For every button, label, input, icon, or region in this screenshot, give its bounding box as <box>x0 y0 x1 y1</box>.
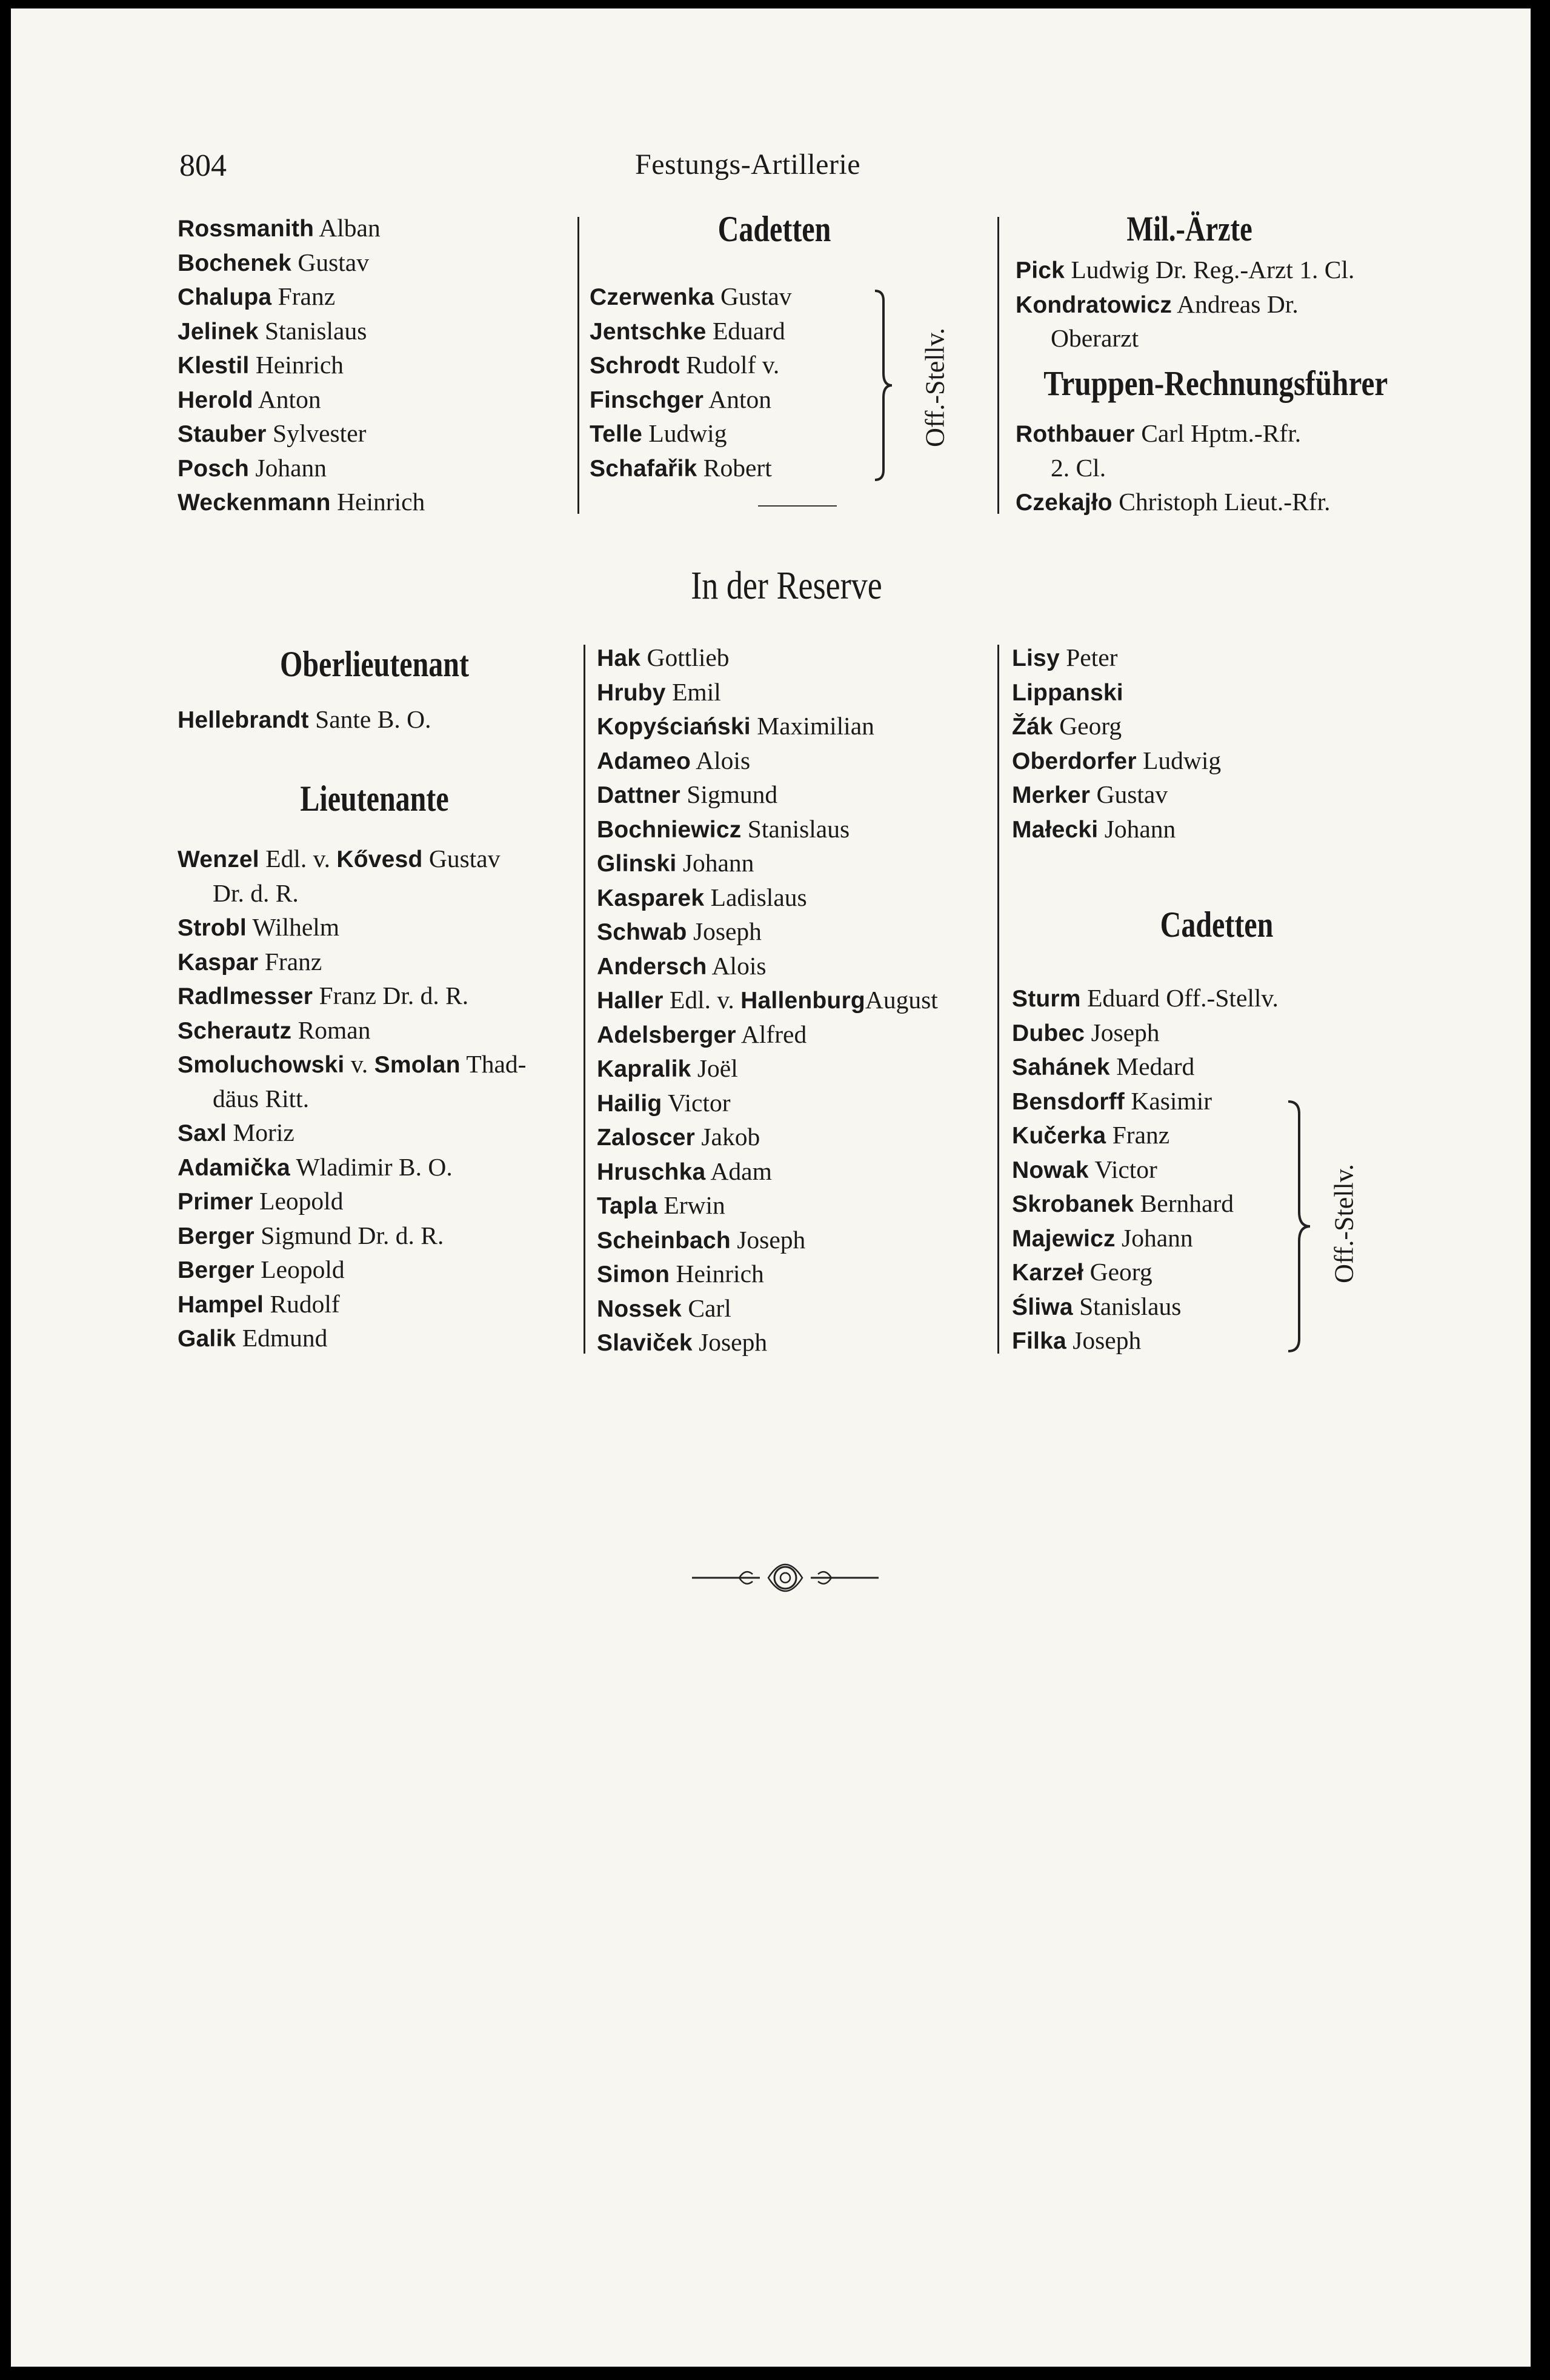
lieutenante-list <box>178 842 526 1355</box>
list-item <box>178 876 526 911</box>
right-brace-icon <box>1283 1099 1317 1354</box>
list-item <box>597 1017 938 1052</box>
list-item <box>178 1082 526 1116</box>
list-item <box>1012 1323 1279 1358</box>
given-name: Heinrich <box>255 351 344 379</box>
given-name: Victor <box>668 1088 731 1117</box>
surname: Czekajło <box>1016 490 1113 516</box>
surname: Adelsberger <box>597 1022 736 1048</box>
surname: Slaviček <box>597 1330 693 1356</box>
surname: Jelinek <box>178 318 259 345</box>
surname: Klestil <box>178 353 250 379</box>
surname: Schrodt <box>590 353 680 379</box>
top-left-list <box>178 211 425 519</box>
given-name: Franz <box>264 947 322 976</box>
surname: Radlmesser <box>178 983 313 1009</box>
list-item <box>597 743 938 778</box>
reserve-heading: In der Reserve <box>691 563 882 608</box>
given-name: Leopold <box>259 1187 344 1215</box>
surname: Hailig <box>597 1090 662 1117</box>
list-item <box>597 1223 938 1257</box>
surname: Czerwenka <box>590 284 714 310</box>
list-item <box>1016 451 1330 485</box>
list-item <box>178 1115 526 1150</box>
given-name: Rudolf <box>270 1289 340 1318</box>
given-name: Leopold <box>261 1255 345 1283</box>
surname: Simon <box>597 1261 670 1288</box>
surname: Pick <box>1016 258 1065 284</box>
surname: Jentschke <box>590 318 707 345</box>
list-item <box>597 1325 938 1360</box>
given-name: Carl <box>688 1294 731 1322</box>
given-name: Alois <box>696 746 751 774</box>
given-name: Gustav <box>422 845 501 873</box>
given-name: Sante B. O. <box>315 705 431 733</box>
given-name: Sylvester <box>272 419 367 447</box>
surname: Berger <box>178 1223 254 1249</box>
surname: Lisy <box>1012 645 1060 671</box>
surname: Stauber <box>178 421 267 447</box>
surname: Małecki <box>1012 816 1099 843</box>
rechnungsfuehrer-heading: Truppen-Rechnungsführer <box>1043 364 1388 403</box>
list-item <box>1016 321 1354 355</box>
list-item <box>597 1154 938 1189</box>
surname: Kaspar <box>178 949 259 976</box>
surname: Saxl <box>178 1120 227 1146</box>
list-item <box>597 709 938 743</box>
rechnungsfuehrer-list <box>1016 416 1330 519</box>
surname: Dattner <box>597 782 680 808</box>
surname: Karzeł <box>1012 1260 1084 1286</box>
surname: Wenzel <box>178 846 259 873</box>
given-name: Johann <box>682 849 754 877</box>
given-name: Wilhelm <box>252 913 340 941</box>
list-item <box>597 675 938 710</box>
given-name: Roman <box>298 1015 371 1044</box>
list-item <box>1012 1186 1279 1221</box>
surname: Rothbauer <box>1016 421 1135 447</box>
surname: Schwab <box>597 919 687 945</box>
given-name: Joseph <box>1073 1326 1142 1354</box>
reserve-cadetten-heading: Cadetten <box>1160 905 1274 945</box>
given-name: Victor <box>1094 1155 1157 1183</box>
surname: Hellebrandt <box>178 707 309 733</box>
surname: Skrobanek <box>1012 1191 1134 1217</box>
list-item <box>597 846 938 880</box>
given-name: Jakob <box>701 1123 760 1151</box>
reserve-cadetten-list <box>1012 981 1279 1358</box>
surname: Adamička <box>178 1154 290 1181</box>
surname: Bochniewicz <box>597 816 742 843</box>
surname: Filka <box>1012 1328 1066 1354</box>
list-item <box>597 880 938 915</box>
given-name: Franz <box>278 282 336 310</box>
given-name: Robert <box>703 453 772 482</box>
right-brace-icon <box>871 288 898 482</box>
given-name: Medard <box>1116 1052 1195 1080</box>
given-name: Gustav <box>1096 780 1168 808</box>
list-item <box>597 777 938 812</box>
list-item <box>1012 777 1221 812</box>
list-item <box>1012 981 1279 1015</box>
list-item <box>178 245 425 280</box>
surname: Berger <box>178 1257 254 1283</box>
list-item <box>1012 1015 1279 1050</box>
list-item <box>590 348 792 382</box>
surname: Hruby <box>597 679 666 706</box>
surname: Nossek <box>597 1295 682 1322</box>
cadetten-heading: Cadetten <box>717 209 831 249</box>
surname: Nowak <box>1012 1157 1089 1183</box>
list-item <box>178 416 425 451</box>
given-name: Heinrich <box>337 488 425 516</box>
surname: Scherautz <box>178 1017 292 1044</box>
aerzte-heading: Mil.-Ärzte <box>1126 209 1252 248</box>
list-item <box>1012 1152 1279 1187</box>
surname: Telle <box>590 421 642 447</box>
list-item <box>178 211 425 245</box>
given-name: Anton <box>708 385 772 413</box>
list-item <box>597 983 938 1017</box>
surname: Herold <box>178 387 253 413</box>
surname: Hampel <box>178 1291 264 1318</box>
oberlieutenant-heading: Oberlieutenant <box>280 644 469 684</box>
surname: Adameo <box>597 748 691 774</box>
given-name: Johann <box>1104 814 1176 843</box>
given-name: Moriz <box>233 1119 294 1146</box>
ornament-icon <box>688 1560 882 1596</box>
list-item <box>597 949 938 983</box>
given-name: Ludwig <box>1143 746 1222 774</box>
given-name: Kasimir <box>1131 1086 1212 1115</box>
short-rule <box>758 505 837 507</box>
list-item <box>597 914 938 949</box>
list-item <box>178 382 425 417</box>
list-item <box>590 279 792 314</box>
surname: Primer <box>178 1189 253 1215</box>
given-name: Emil <box>672 677 721 706</box>
given-name: Sigmund <box>687 780 778 808</box>
given-name: Gottlieb <box>647 643 730 671</box>
given-name: Edl. v. <box>669 986 741 1014</box>
list-item <box>1012 640 1221 675</box>
surname: Hallenburg <box>740 988 865 1014</box>
given-name: Alfred <box>740 1020 807 1048</box>
list-item <box>1012 1049 1279 1084</box>
given-name: Joseph <box>737 1225 806 1254</box>
given-name: Ludwig <box>648 419 727 447</box>
list-item <box>178 945 526 979</box>
list-item <box>1016 416 1330 451</box>
reserve-middle-list <box>597 640 938 1360</box>
list-item <box>1012 812 1221 846</box>
running-title: Festungs-Artillerie <box>635 148 861 181</box>
given-name: Carl Hptm.-Rfr. <box>1141 419 1302 447</box>
given-name: Johann <box>255 453 327 482</box>
list-item <box>597 640 938 675</box>
list-item <box>1012 743 1221 778</box>
paper-sheet <box>11 8 1531 2367</box>
list-item <box>590 416 792 451</box>
list-item <box>178 910 526 945</box>
surname: Glinski <box>597 851 677 877</box>
surname: Schafařik <box>590 455 697 482</box>
surname: Haller <box>597 988 664 1014</box>
given-name: Alois <box>711 951 767 980</box>
list-item <box>178 485 425 519</box>
given-name: Gustav <box>720 282 792 310</box>
top-cadetten-list <box>590 279 792 485</box>
surname: Kondratowicz <box>1016 291 1172 318</box>
surname: Weckenmann <box>178 490 331 516</box>
given-name: Ladislaus <box>710 883 807 911</box>
column-rule <box>997 217 999 514</box>
given-name: Anton <box>258 385 321 413</box>
list-item <box>1012 1255 1279 1289</box>
given-name: Oberarzt <box>1051 324 1139 352</box>
surname: Andersch <box>597 953 707 980</box>
surname: Śliwa <box>1012 1294 1073 1320</box>
list-item <box>178 1252 526 1287</box>
surname: Kučerka <box>1012 1123 1106 1149</box>
surname: Dubec <box>1012 1020 1085 1046</box>
list-item <box>1016 287 1354 321</box>
list-item <box>178 1150 526 1185</box>
given-name: Gustav <box>298 248 369 276</box>
given-name: Thad- <box>460 1050 527 1078</box>
column-rule <box>997 645 999 1354</box>
given-name: Adam <box>710 1157 772 1185</box>
given-name: Sigmund Dr. d. R. <box>261 1221 444 1249</box>
list-item <box>178 979 526 1013</box>
given-name: v. <box>344 1050 374 1078</box>
surname: Sahánek <box>1012 1054 1110 1080</box>
surname: Scheinbach <box>597 1227 731 1254</box>
given-name: Stanislaus <box>265 316 367 345</box>
given-name: Stanislaus <box>1079 1292 1182 1320</box>
list-item <box>178 842 526 876</box>
list-item <box>178 1013 526 1048</box>
list-item <box>178 1184 526 1218</box>
given-name: Edl. v. <box>265 845 337 873</box>
page-number: 804 <box>179 148 227 183</box>
given-name: Georg <box>1059 712 1122 740</box>
given-name: Franz <box>1112 1121 1170 1149</box>
off-stellv-label: Off.-Stellv. <box>920 328 950 447</box>
given-name: Joseph <box>1091 1018 1160 1046</box>
surname: Kasparek <box>597 885 705 911</box>
given-name: Andreas Dr. <box>1177 290 1299 318</box>
list-item <box>1016 252 1354 287</box>
list-item <box>597 1120 938 1154</box>
list-item <box>178 1321 526 1355</box>
list-item <box>178 451 425 485</box>
lieutenante-heading: Lieutenante <box>300 779 449 819</box>
oberlieutenant-list <box>178 702 431 737</box>
surname: Kapralik <box>597 1056 691 1082</box>
list-item <box>1012 1084 1279 1119</box>
list-item <box>178 348 425 382</box>
given-name: Georg <box>1089 1258 1153 1286</box>
given-name: Heinrich <box>676 1260 764 1288</box>
given-name: däus Ritt. <box>213 1084 310 1112</box>
list-item <box>1012 675 1221 710</box>
list-item <box>590 451 792 485</box>
surname: Sturm <box>1012 986 1081 1012</box>
list-item <box>597 812 938 846</box>
list-item <box>590 382 792 417</box>
reserve-right-list <box>1012 640 1221 846</box>
surname: Bochenek <box>178 250 291 276</box>
list-item <box>178 1218 526 1253</box>
surname: Galik <box>178 1326 236 1352</box>
list-item <box>597 1257 938 1291</box>
given-name: Edmund <box>242 1324 328 1352</box>
given-name: Dr. d. R. <box>213 879 299 907</box>
surname: Lippanski <box>1012 679 1123 706</box>
given-name: Franz Dr. d. R. <box>319 982 469 1009</box>
list-item <box>178 279 425 314</box>
given-name: Ludwig Dr. Reg.-Arzt 1. Cl. <box>1071 256 1355 284</box>
off-stellv-label: Off.-Stellv. <box>1329 1164 1359 1283</box>
given-name: Christoph Lieut.-Rfr. <box>1119 488 1331 516</box>
surname: Chalupa <box>178 284 272 310</box>
aerzte-list <box>1016 252 1354 355</box>
list-item <box>1012 1221 1279 1255</box>
surname: Žák <box>1012 714 1053 740</box>
given-name: Joseph <box>699 1328 768 1356</box>
list-item <box>1016 485 1330 519</box>
list-item <box>597 1051 938 1086</box>
surname: Hak <box>597 645 641 671</box>
list-item <box>178 1047 526 1082</box>
list-item <box>597 1086 938 1120</box>
surname: Zaloscer <box>597 1125 696 1151</box>
given-name: Joseph <box>693 917 762 945</box>
surname: Smolan <box>374 1052 461 1078</box>
list-item <box>597 1291 938 1326</box>
given-name: Joël <box>697 1054 738 1082</box>
list-item <box>1012 709 1221 743</box>
given-name: Wladimir B. O. <box>296 1152 453 1181</box>
given-name: Eduard Off.-Stellv. <box>1087 984 1279 1012</box>
given-name: Bernhard <box>1140 1189 1234 1217</box>
list-item <box>1012 1118 1279 1152</box>
given-name: Rudolf v. <box>686 351 780 379</box>
column-rule <box>584 645 585 1354</box>
surname: Strobl <box>178 915 247 941</box>
surname: Rossmanith <box>178 216 314 242</box>
surname: Oberdorfer <box>1012 748 1137 774</box>
surname: Merker <box>1012 782 1091 808</box>
surname: Bensdorff <box>1012 1088 1125 1115</box>
given-name: Johann <box>1122 1223 1193 1252</box>
column-rule <box>577 217 579 514</box>
surname: Hruschka <box>597 1158 706 1185</box>
surname: Kővesd <box>336 846 423 873</box>
list-item <box>597 1188 938 1223</box>
surname: Tapla <box>597 1193 657 1219</box>
surname: Smoluchowski <box>178 1052 345 1078</box>
surname: Majewicz <box>1012 1225 1116 1252</box>
list-item <box>178 314 425 348</box>
given-name: August <box>865 986 938 1014</box>
given-name: Eduard <box>712 316 785 345</box>
surname: Finschger <box>590 387 704 413</box>
list-item <box>1012 1289 1279 1324</box>
given-name: 2. Cl. <box>1051 453 1106 482</box>
given-name: Stanislaus <box>747 814 850 843</box>
given-name: Alban <box>319 214 381 242</box>
list-item <box>178 1287 526 1321</box>
list-item <box>178 702 431 737</box>
given-name: Erwin <box>664 1191 725 1219</box>
list-item <box>590 314 792 348</box>
surname: Posch <box>178 455 250 482</box>
given-name: Maximilian <box>757 712 874 740</box>
surname: Kopyściański <box>597 714 751 740</box>
given-name: Peter <box>1066 643 1118 671</box>
